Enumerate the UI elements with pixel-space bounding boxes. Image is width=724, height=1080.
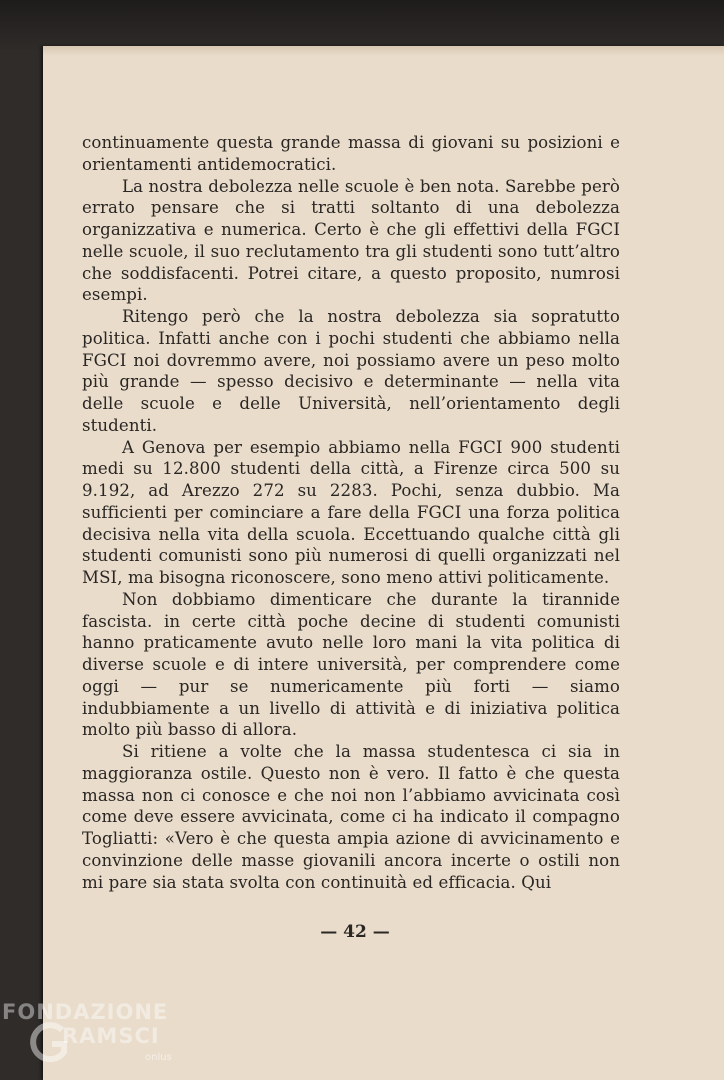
paragraph: continuamente questa grande massa di giovani su posizioni e orientamenti antidemocratici. [82, 133, 620, 174]
paragraph: Non dobbiamo dimenticare che durante la tirannide fascista. in certe città poche decine di studenti comunisti hanno praticamente avuto nelle loro mani la vita politica di diverse scuole e di intere università, per comprendere come oggi — pur se numericamente più forti — siamo indubbiamente a un livello di attività e di iniziativa politica molto più basso di allora. [82, 589, 620, 740]
paragraph: La nostra debolezza nelle scuole è ben nota. Sarebbe però errato pensare che si tratti soltanto di una debolezza organizzativa e numerica. Certo è che gli effettivi della FGCI nelle scuole, il suo reclutamento tra gli studenti sono tutt’altro che soddisfacenti. Potrei citare, a questo proposito, numrosi esempi. [82, 176, 620, 305]
paragraph: A Genova per esempio abbiamo nella FGCI 900 studenti medi su 12.800 studenti della città, a Firenze circa 500 su 9.192, ad Arezzo 272 su 2283. Pochi, senza dubbio. Ma sufficienti per cominciare a fare della FGCI una forza politica decisiva nella vita della scuola. Eccettuando qualche città gli studenti comunisti sono più numerosi di quelli organizzati nel MSI, ma bisogna riconoscere, sono meno attivi politicamente. [82, 437, 620, 587]
fondazione-gramsci-watermark [2, 998, 202, 1078]
watermark-sub: onlus [145, 1052, 172, 1063]
watermark-line2: RAMSCI [62, 1024, 160, 1048]
paragraph: Ritengo però che la nostra debolezza sia sopratutto politica. Infatti anche con i pochi studenti che abbiamo nella FGCI noi dovremmo avere, noi possiamo avere un peso molto più grande — spesso decisivo e determinante — nella vita delle scuole e delle Università, nell’orientamento degli studenti. [82, 307, 620, 435]
paragraph: Si ritiene a volte che la massa studentesca ci sia in maggioranza ostile. Questo non è vero. Il fatto è che questa massa non ci conosce e che noi non l’abbiamo avvicinata così come deve essere avvicinata, come ci ha indicato il compagno Togliatti: «Vero è che questa ampia azione di avvicinamento e convinzione delle masse giovanili ancora incerte o ostili non mi pare sia stata svolta con continuità ed efficacia. Qui [82, 742, 620, 892]
watermark-line1: FONDAZIONE [2, 1000, 169, 1024]
scan-background [0, 0, 724, 50]
body-text [82, 132, 620, 893]
book-page [43, 46, 724, 1080]
page-number: — 42 — [320, 922, 390, 942]
